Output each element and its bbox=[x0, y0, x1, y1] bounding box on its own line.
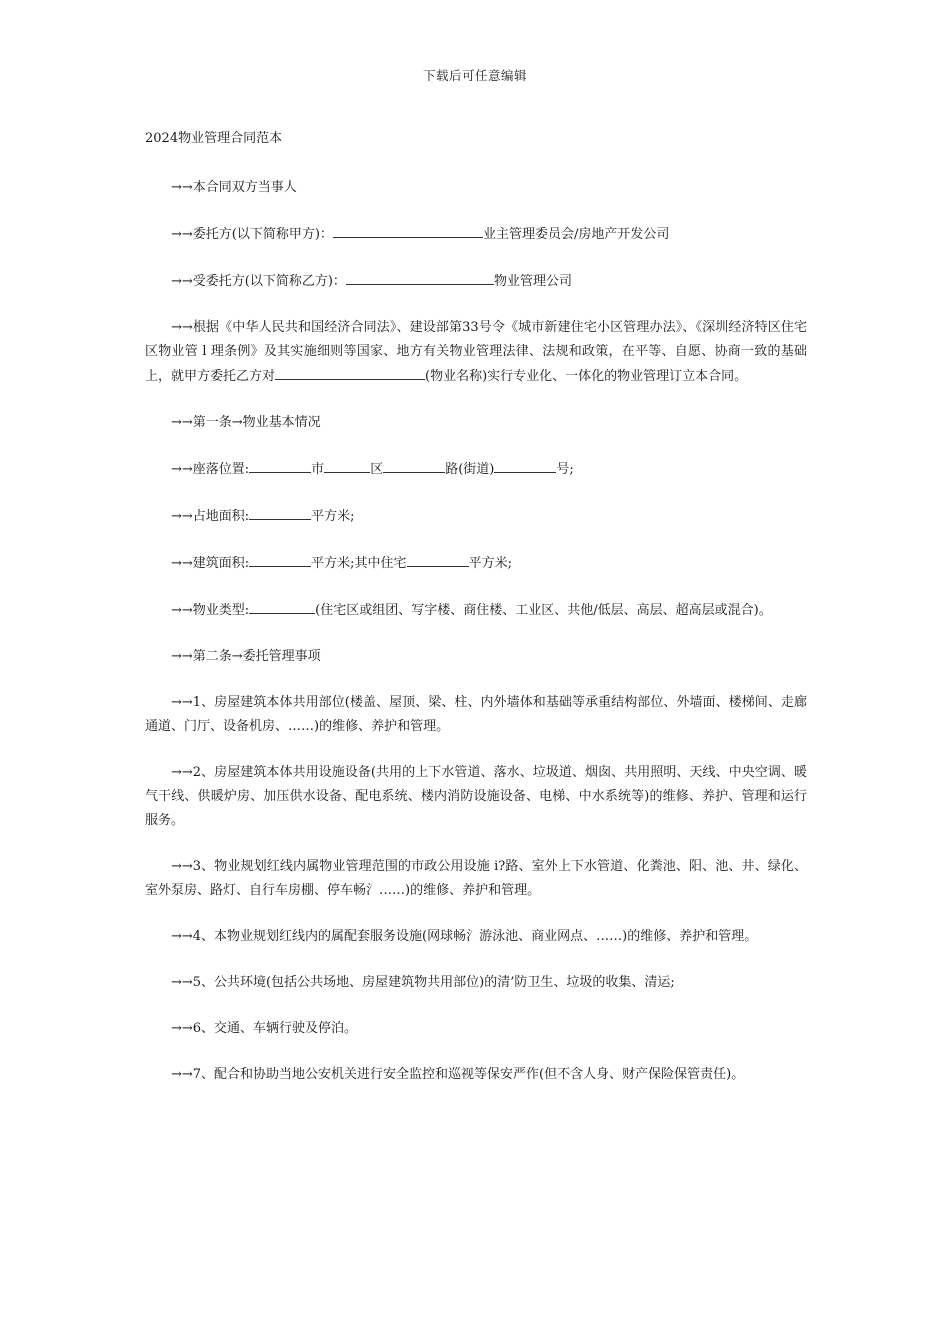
city-blank bbox=[249, 457, 311, 473]
location-line bbox=[145, 457, 807, 482]
item-5: →→5、公共环境(包括公共场地、房屋建筑物共用部位)的清’防卫生、垃圾的收集、清运; bbox=[171, 975, 675, 990]
document-body bbox=[145, 128, 807, 1109]
location-label: →→座落位置: bbox=[171, 462, 250, 477]
number-label: 号; bbox=[556, 462, 574, 477]
party-b-line bbox=[145, 269, 807, 294]
building-area-line bbox=[145, 551, 807, 576]
party-a-blank bbox=[333, 222, 483, 238]
article1-heading: →→第一条→物业基本情况 bbox=[171, 415, 321, 430]
party-a-role: 业主管理委员会/房地产开发公司 bbox=[482, 227, 670, 242]
party-a-label: →→委托方(以下简称甲方)： bbox=[171, 227, 333, 242]
residential-area-unit: 平方米; bbox=[468, 556, 512, 571]
party-b-role: 物业管理公司 bbox=[493, 274, 572, 289]
party-a-line bbox=[145, 222, 807, 247]
party-b-blank bbox=[346, 269, 494, 285]
item-4: →→4、本物业规划红线内的属配套服务设施(网球畅氵游泳池、商业网点、……)的维修、养护和管理。 bbox=[171, 929, 758, 944]
item-2: →→2、房屋建筑本体共用设施设备(共用的上下水管道、落水、垃圾道、烟囱、共用照明、天线、中央空调、暖气干线、供暖炉房、加压供水设备、配电系统、楼内消防设施设备、电梯、中水系统等)的维修、养护、管理和运行服务。 bbox=[145, 765, 807, 828]
item-7: →→7、配合和协助当地公安机关进行安全监控和巡视等保安严作(但不含人身、财产保险保管责任)。 bbox=[171, 1067, 745, 1082]
land-area-unit: 平方米; bbox=[311, 509, 355, 524]
article2-heading: →→第二条→委托管理事项 bbox=[171, 649, 321, 664]
basis-text-part1: →→根据《中华人民共和国经济合同法》、建设部第33号令《城市新建住宅小区管理办法》、《深圳经济特区住宅区物业管 l 理条例》及其实施细则等国家、地方有关物业管理法律、法规和政策，在平等、自愿、协商一致的基础上，就甲方委托乙方对 bbox=[145, 320, 807, 384]
building-area-mid: 平方米;其中住宅 bbox=[311, 556, 407, 571]
number-blank bbox=[494, 457, 556, 473]
road-label: 路(街道) bbox=[445, 462, 495, 477]
city-label: 市 bbox=[311, 462, 325, 477]
land-area-label: →→占地面积: bbox=[171, 509, 250, 524]
item-1: →→1、房屋建筑本体共用部位(楼盖、屋顶、梁、柱、内外墙体和基础等承重结构部位、外墙面、楼梯间、走廊通道、门厅、设备机房、……)的维修、养护和管理。 bbox=[145, 695, 807, 734]
property-type-blank bbox=[249, 598, 315, 614]
party-b-label: →→受委托方(以下简称乙方)： bbox=[171, 274, 346, 289]
basis-text-part2: (物业名称)实行专业化、一体化的物业管理订立本合同。 bbox=[425, 369, 748, 384]
page-header: 下载后可任意编辑 bbox=[422, 68, 527, 83]
district-label: 区 bbox=[370, 462, 384, 477]
property-type-line bbox=[145, 598, 807, 623]
document-title: 2024物业管理合同范本 bbox=[145, 131, 283, 146]
property-name-blank bbox=[275, 364, 425, 380]
item-6: →→6、交通、车辆行驶及停泊。 bbox=[171, 1021, 358, 1036]
residential-area-blank bbox=[407, 551, 469, 567]
parties-heading: →→本合同双方当事人 bbox=[171, 180, 297, 195]
building-area-label: →→建筑面积: bbox=[171, 556, 250, 571]
district-blank bbox=[324, 457, 370, 473]
road-blank bbox=[383, 457, 445, 473]
property-type-options: (住宅区或组团、写字楼、商住楼、工业区、共他/低层、高层、超高层或混合)。 bbox=[315, 603, 772, 618]
land-area-line bbox=[145, 504, 807, 529]
building-area-blank bbox=[249, 551, 311, 567]
item-3: →→3、物业规划红线内属物业管理范围的市政公用设施 i?路、室外上下水管道、化粪池、阳、池、井、绿化、室外泵房、路灯、自行车房棚、停车畅氵……)的维修、养护和管理。 bbox=[145, 859, 807, 898]
property-type-label: →→物业类型: bbox=[171, 603, 250, 618]
land-area-blank bbox=[249, 504, 311, 520]
basis-paragraph bbox=[145, 316, 807, 389]
